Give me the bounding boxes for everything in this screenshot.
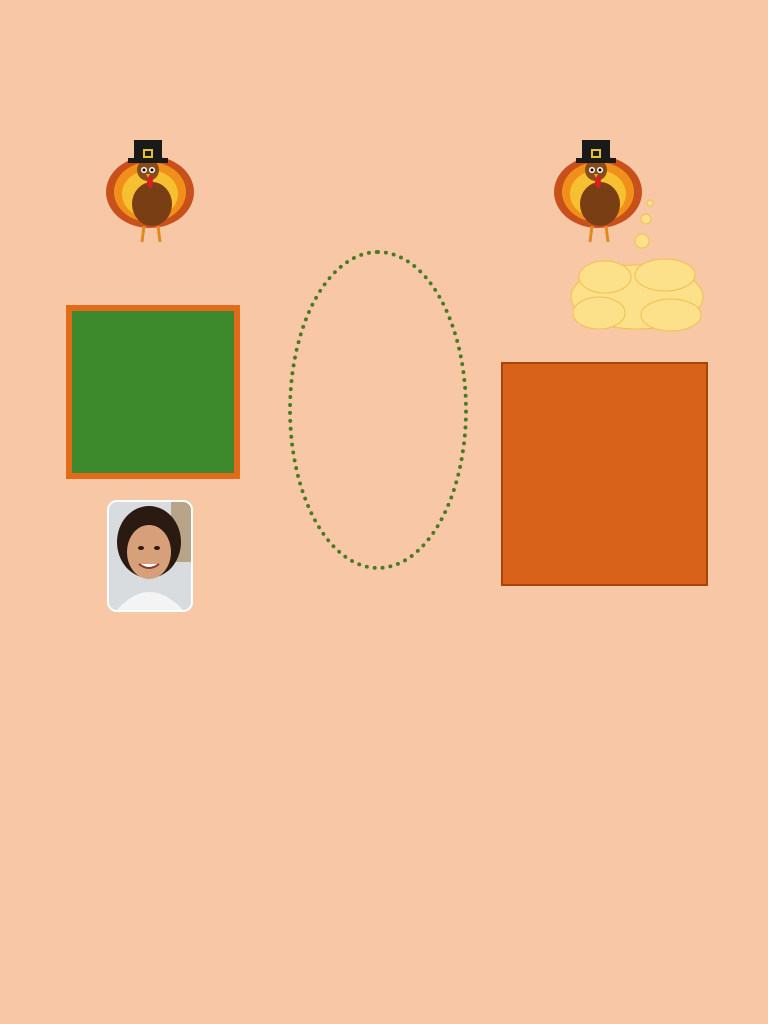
thought-bubble xyxy=(565,257,710,335)
field-trip-oval xyxy=(288,250,468,570)
student-photo xyxy=(107,500,193,612)
turkey-icon xyxy=(100,130,200,250)
vocabulary-box xyxy=(501,362,708,586)
student-of-week-text xyxy=(72,311,234,473)
chalkboard xyxy=(66,305,240,479)
thought-bubble-dots xyxy=(632,195,658,255)
